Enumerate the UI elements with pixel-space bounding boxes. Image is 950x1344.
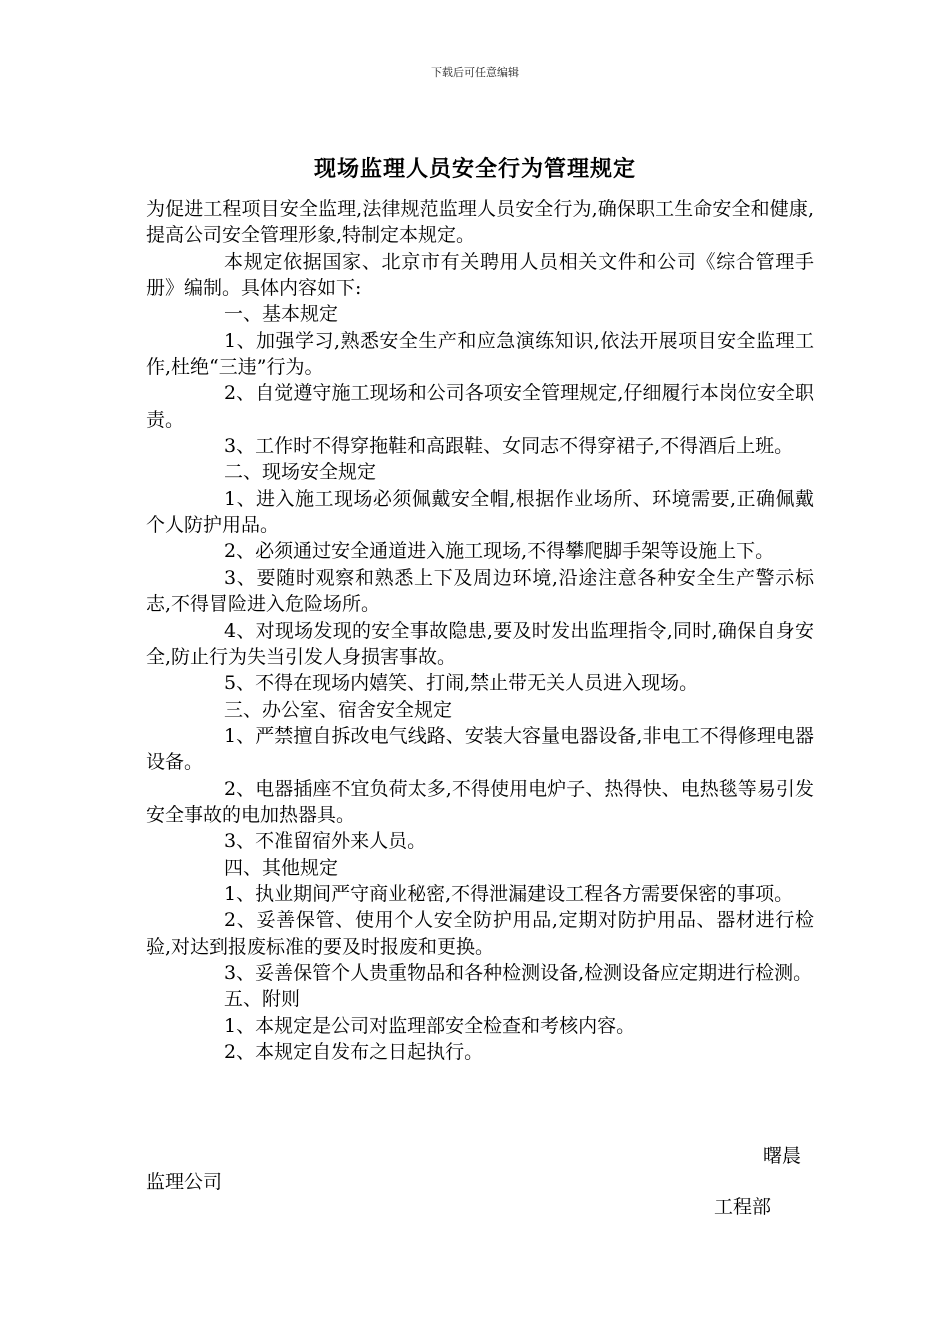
paragraph: 2、自觉遵守施工现场和公司各项安全管理规定,仔细履行本岗位安全职责。 [146, 382, 814, 431]
paragraph: 1、执业期间严守商业秘密,不得泄漏建设工程各方需要保密的事项。 [224, 882, 794, 905]
paragraph: 本规定依据国家、北京市有关聘用人员相关文件和公司《综合管理手册》编制。具体内容如下: [146, 250, 814, 300]
paragraph: 2、电器插座不宜负荷太多,不得使用电炉子、热得快、电热毯等易引发安全事故的电加热器具。 [146, 777, 814, 826]
paragraph: 3、要随时观察和熟悉上下及周边环境,沿途注意各种安全生产警示标志,不得冒险进入危险场所。 [146, 566, 814, 616]
paragraph: 1、加强学习,熟悉安全生产和应急演练知识,依法开展项目安全监理工作,杜绝“三违”行为。 [146, 329, 814, 379]
paragraph: 1、进入施工现场必须佩戴安全帽,根据作业场所、环境需要,正确佩戴个人防护用品。 [146, 487, 814, 537]
signature-department: 工程部 [714, 1196, 772, 1218]
paragraph: 2、妥善保管、使用个人安全防护用品,定期对防护用品、器材进行检验,对达到报废标准的要及时报废和更换。 [146, 909, 814, 958]
signature-org-suffix: 监理公司 [146, 1171, 223, 1193]
paragraph: 四、其他规定 [224, 856, 339, 879]
paragraph: 一、基本规定 [224, 303, 339, 326]
document-title: 现场监理人员安全行为管理规定 [313, 156, 636, 182]
paragraph: 2、本规定自发布之日起执行。 [224, 1041, 484, 1063]
paragraph: 4、对现场发现的安全事故隐患,要及时发出监理指令,同时,确保自身安全,防止行为失当引发人身损害事故。 [146, 619, 814, 668]
paragraph: 1、本规定是公司对监理部安全检查和考核内容。 [224, 1014, 636, 1037]
paragraph: 三、办公室、宿舍安全规定 [224, 698, 453, 721]
paragraph: 5、不得在现场内嬉笑、打闹,禁止带无关人员进入现场。 [224, 672, 699, 695]
signature-org-name: 曙晨 [763, 1145, 802, 1167]
paragraph: 3、工作时不得穿拖鞋和高跟鞋、女同志不得穿裙子,不得酒后上班。 [224, 435, 794, 458]
document-body [146, 196, 814, 1065]
paragraph: 1、严禁擅自拆改电气线路、安装大容量电器设备,非电工不得修理电器设备。 [146, 724, 814, 774]
header-note: 下载后可任意编辑 [431, 66, 519, 79]
paragraph: 为促进工程项目安全监理,法律规范监理人员安全行为,确保职工生命安全和健康,提高公司安全管理形象,特制定本规定。 [146, 198, 814, 247]
paragraph: 五、附则 [224, 988, 301, 1011]
paragraph: 3、妥善保管个人贵重物品和各种检测设备,检测设备应定期进行检测。 [224, 961, 813, 984]
paragraph: 3、不准留宿外来人员。 [224, 830, 427, 853]
paragraph: 2、必须通过安全通道进入施工现场,不得攀爬脚手架等设施上下。 [224, 540, 775, 563]
paragraph: 二、现场安全规定 [224, 461, 377, 484]
